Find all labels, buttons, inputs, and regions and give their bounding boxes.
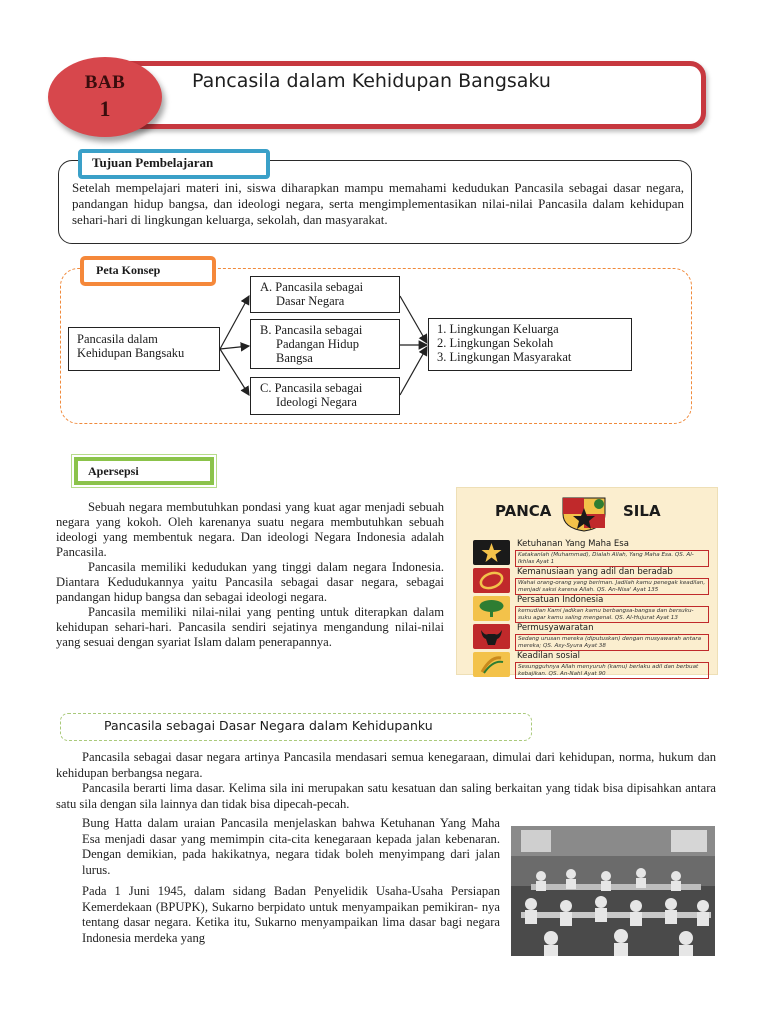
objectives-text: Setelah mempelajari materi ini, siswa diharapkan mampu memahami kedudukan Pancasila sebagai dasar negara, pandangan hidup bangsa, dan ideologi negara, serta mengimplementasikan nilai-nilai Pancasila dalam kehidupan sehari-hari di lingkungan keluarga, sekolah, dan masyarakat. xyxy=(72,180,684,227)
sila-name: Permusyawaratan xyxy=(517,623,594,633)
sila-verse: Wahai orang-orang yang beriman. Jadilah kamu penegak keadilan, menjadi saksi karena Allah. QS. An-Nisa' Ayat 135 xyxy=(515,578,709,595)
concept-b-line: B. Pancasila sebagai xyxy=(260,323,363,337)
arrow-to-b xyxy=(220,346,249,349)
paragraph: Pancasila sebagai dasar negara artinya Pancasila mendasari semua kenegaraan, dimulai dari kehidupan, norma, hukum dan kehidupan berbangsa negara. xyxy=(56,750,716,780)
paragraph: Sebuah negara membutuhkan pondasi yang kuat agar menjadi sebuah negara yang kokoh. Oleh karenanya suatu negara membutuhkan sebuah ideologi yang membentuk negara. Dan ideologi Negara Indonesia adalah Pancasila. xyxy=(56,500,444,559)
paragraph: Pancasila memiliki nilai-nilai yang penting untuk diterapkan dalam kehidupan sehari-hari. Pancasila sendiri sejatinya mengandung nilai-nilai yang sesuai dengan syariat Islam dalam penerapannya. xyxy=(56,605,444,649)
infographic-title-right: SILA xyxy=(623,502,661,520)
historical-photo xyxy=(511,826,715,956)
paragraph: Pancasila berarti lima dasar. Kelima sila ini merupakan satu kesatuan dan saling berkaitan yang tidak bisa dipisahkan antara satu sila dengan sila lainnya dan tidak bisa dipecah-pecah. xyxy=(56,781,716,811)
concept-main-box xyxy=(68,327,220,371)
star-icon xyxy=(473,540,510,565)
concept-b-line: Bangsa xyxy=(276,351,313,365)
sila-row xyxy=(473,652,709,679)
sila-name: Ketuhanan Yang Maha Esa xyxy=(517,539,629,549)
sila-verse: Sedang urusan mereka (diputuskan) dengan musyawarah antara mereka; QS. Asy-Syura Ayat 38 xyxy=(515,634,709,651)
concept-list-item: 2. Lingkungan Sekolah xyxy=(437,336,554,350)
bull-head-icon xyxy=(473,624,510,649)
section-heading: Pancasila sebagai Dasar Negara dalam Kehidupanku xyxy=(104,718,433,733)
sila-row xyxy=(473,540,709,567)
concept-list-item: 1. Lingkungan Keluarga xyxy=(437,322,559,336)
arrow-a-to-list xyxy=(400,296,427,343)
concept-a-line: A. Pancasila sebagai xyxy=(260,280,364,294)
apersepsi-heading: Apersepsi xyxy=(74,457,214,485)
sila-row xyxy=(473,624,709,651)
concept-c-line: C. Pancasila sebagai xyxy=(260,381,363,395)
arrow-to-c xyxy=(220,349,249,395)
garuda-shield-icon xyxy=(555,492,613,532)
section-body-left xyxy=(82,816,500,952)
rice-cotton-icon xyxy=(473,652,510,677)
section-body xyxy=(56,750,716,812)
paragraph: Pancasila memiliki kedudukan yang tinggi dalam negara Indonesia. Diantara Kedudukannya yaitu Pancasila sebagai dasar negara, sebagai pandangan hidup bangsa dan sebagai ideologi negara. xyxy=(56,560,444,604)
concept-main-line: Pancasila dalam xyxy=(77,332,158,346)
infographic-title-left: PANCA xyxy=(495,502,552,520)
pancasila-infographic xyxy=(456,487,718,675)
sila-row xyxy=(473,596,709,623)
sila-name: Keadilan sosial xyxy=(517,651,580,661)
apersepsi-text xyxy=(56,500,444,650)
concept-main-line: Kehidupan Bangsaku xyxy=(77,346,185,360)
sila-verse: Sesungguhnya Allah menyuruh (kamu) berlaku adil dan berbuat kebajikan. QS. An-Nahl Ayat 90 xyxy=(515,662,709,679)
sila-verse: kemudian Kami jadikan kamu berbangsa-bangsa dan bersuku-suku agar kamu saling mengenal. QS. Al-Hujurat Ayat 13 xyxy=(515,606,709,623)
objectives-heading: Tujuan Pembelajaran xyxy=(78,149,270,179)
chain-icon xyxy=(473,568,510,593)
concept-c-line: Ideologi Negara xyxy=(276,395,357,409)
chapter-label: BAB xyxy=(84,72,126,93)
bpupk-meeting-photo xyxy=(511,826,715,956)
banyan-tree-icon xyxy=(473,596,510,621)
arrow-c-to-list xyxy=(400,347,427,395)
concept-box-a xyxy=(250,276,400,313)
arrow-to-a xyxy=(220,296,249,349)
concept-b-line: Padangan Hidup xyxy=(276,337,359,351)
paragraph: Bung Hatta dalam uraian Pancasila menjelaskan bahwa Ketuhanan Yang Maha Esa menjadi dasar yang memimpin cita-cita kenegaraan kepada jalan kebenaran. Dengan demikian, pada hakikatnya, negara tidak boleh menyimpang dari jalan lurus. xyxy=(82,816,500,877)
concept-box-c xyxy=(250,377,400,415)
sila-name: Persatuan Indonesia xyxy=(517,595,604,605)
page-title: Pancasila dalam Kehidupan Bangsaku xyxy=(192,70,551,92)
sila-row xyxy=(473,568,709,595)
concept-map-heading: Peta Konsep xyxy=(80,256,216,286)
paragraph: Pada 1 Juni 1945, dalam sidang Badan Penyelidik Usaha-Usaha Persiapan Kemerdekaan (BPUPK), Sukarno berpidato untuk menyampaikan pemikiran- nya tentang dasar negara. Ketika itu, Sukarno menyampaikan lima dasar bagi negara Indonesia merdeka yang xyxy=(82,884,500,945)
concept-a-line: Dasar Negara xyxy=(276,294,345,308)
concept-list-box xyxy=(428,318,632,371)
chapter-number: 1 xyxy=(99,96,111,121)
concept-list-item: 3. Lingkungan Masyarakat xyxy=(437,350,572,364)
sila-name: Kemanusiaan yang adil dan beradab xyxy=(517,567,673,577)
concept-box-b xyxy=(250,319,400,369)
sila-verse: Katakanlah (Muhammad), Dialah Allah, Yang Maha Esa. QS. Al-Ikhlas Ayat 1 xyxy=(515,550,709,567)
